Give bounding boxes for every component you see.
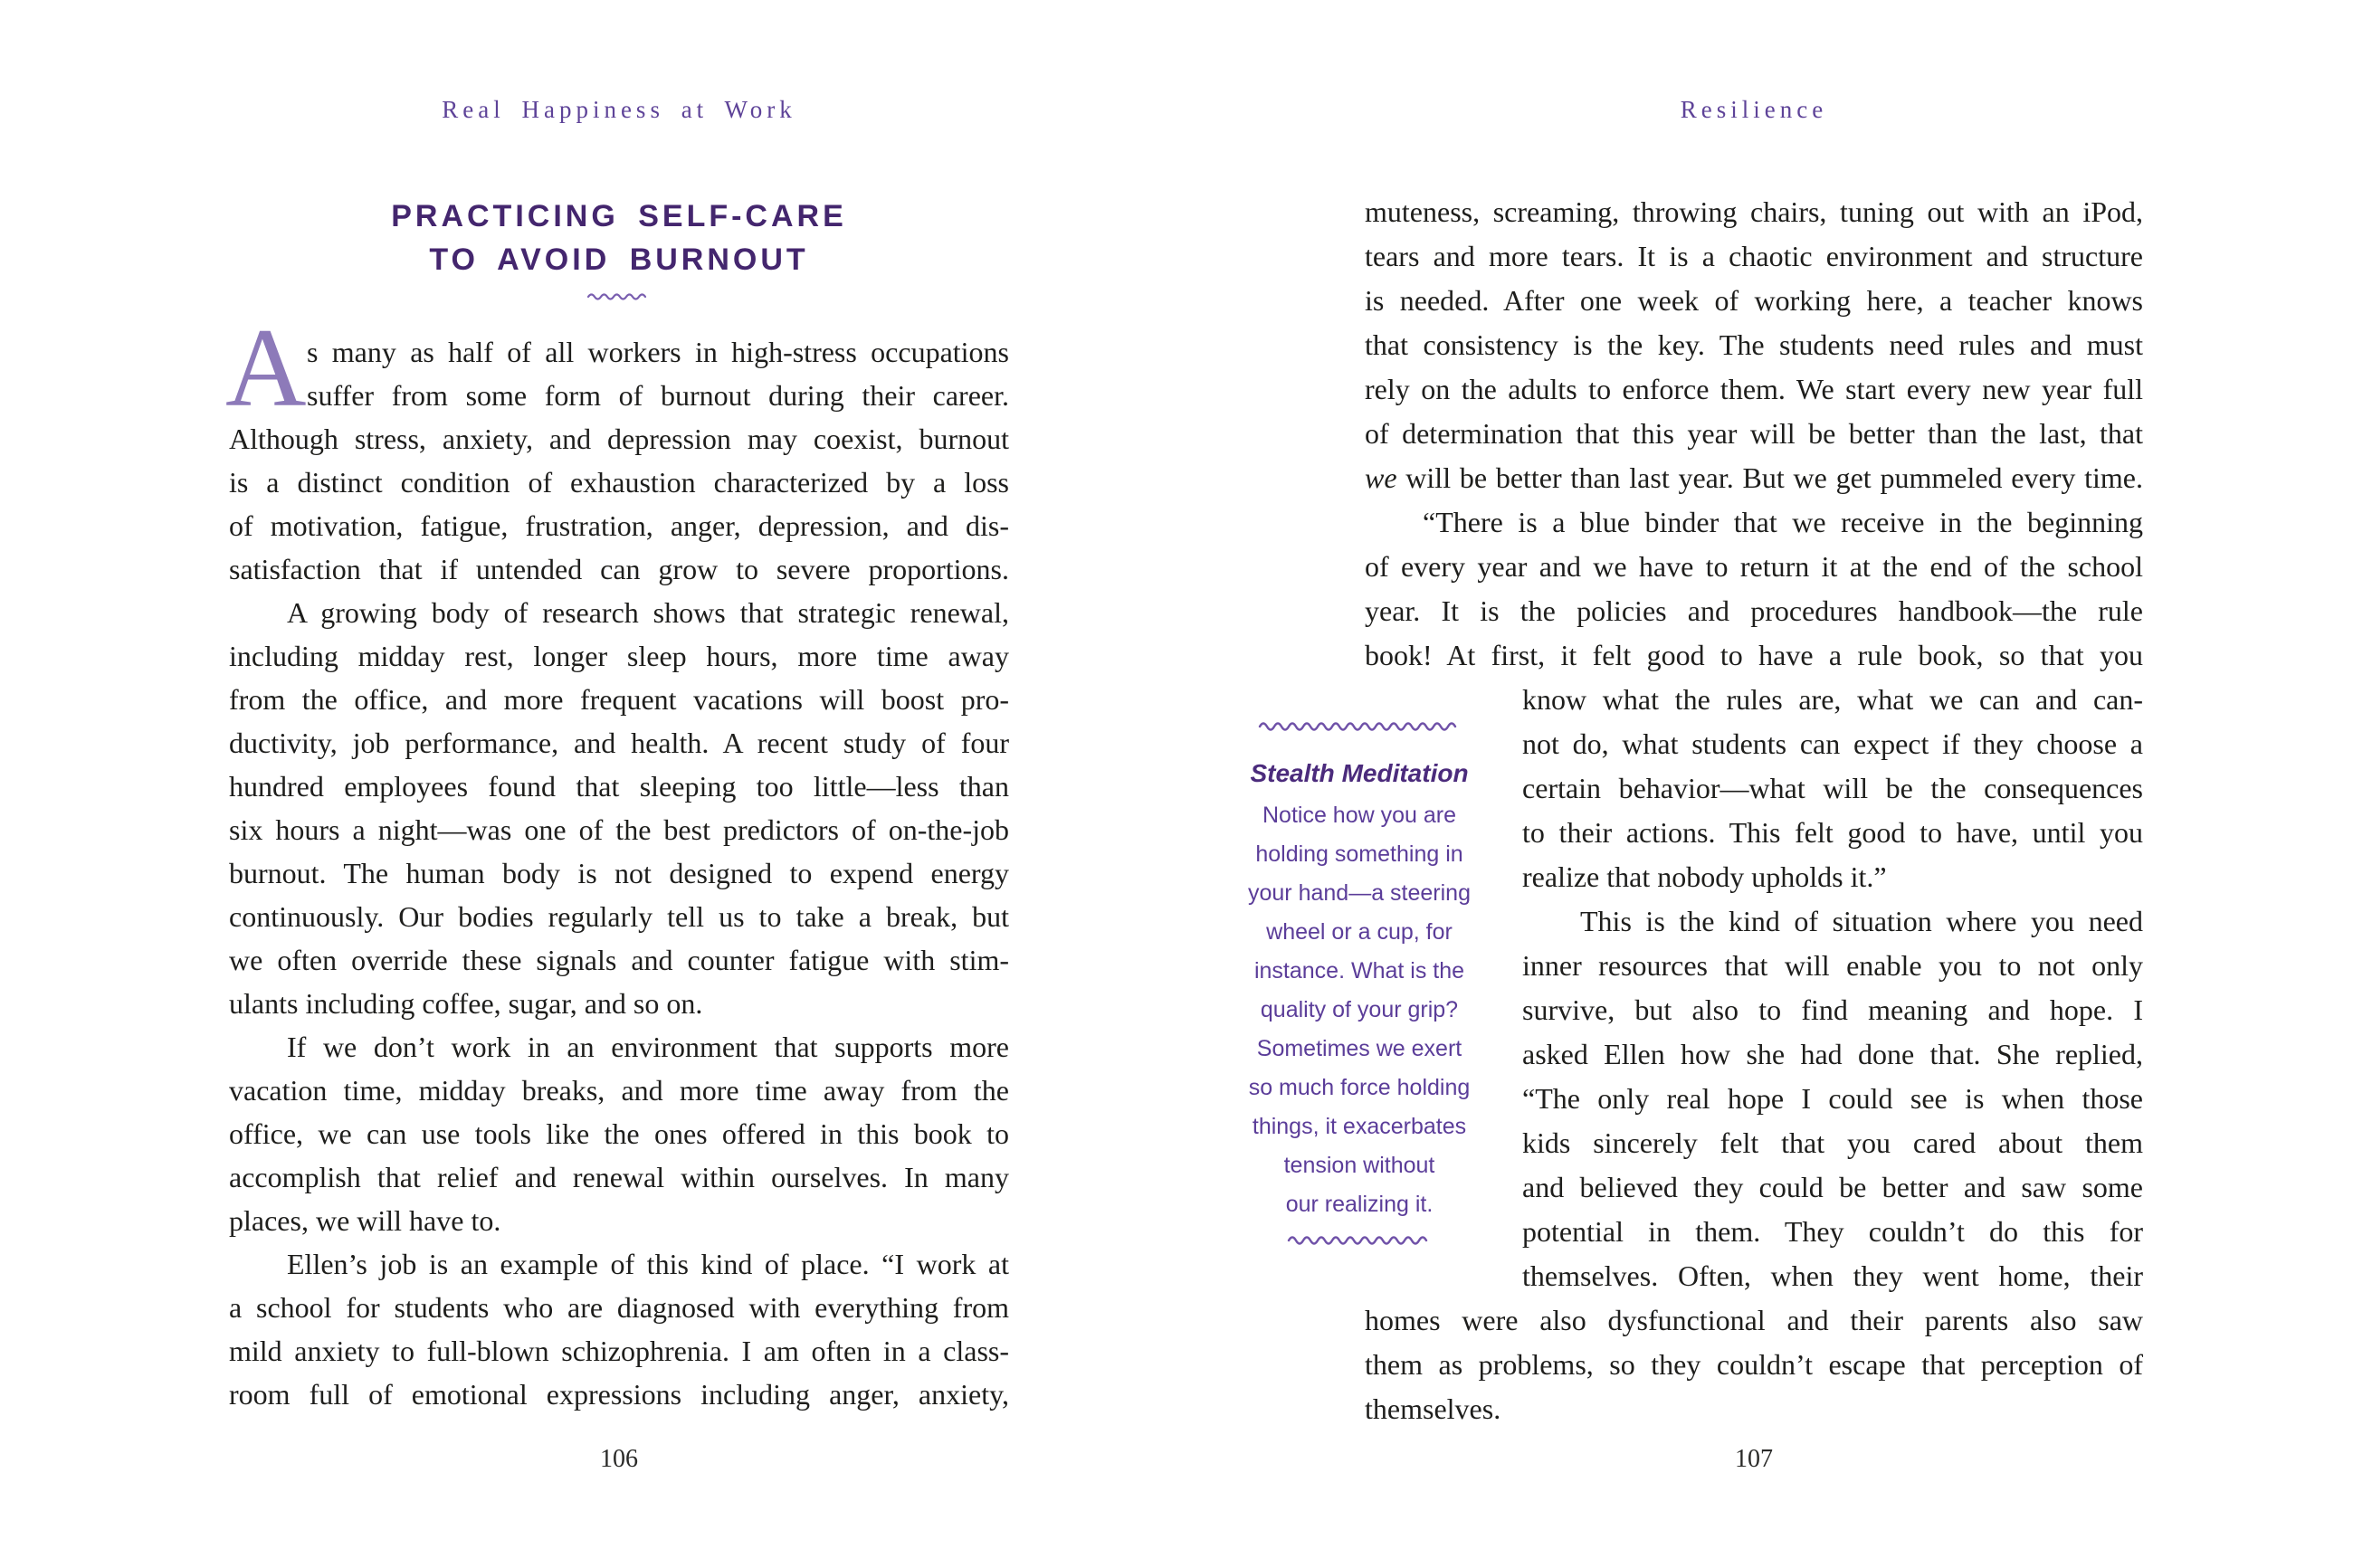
text-line: and believed they could be better and saw some [1522, 1171, 2143, 1203]
text-line: homes were also dysfunctional and their parents also saw [1365, 1304, 2143, 1336]
right-body-text [1365, 190, 2143, 1431]
chapter-title-line1: PRACTICING SELF-CARE [391, 199, 847, 233]
drop-cap: A [225, 306, 307, 430]
text-line: a school for students who are diagnosed with everything from [229, 1291, 1009, 1324]
text-line: continuously. Our bodies regularly tell us to take a break, but [229, 900, 1009, 933]
text-line: themselves. [1365, 1392, 1501, 1425]
chapter-title [229, 195, 1009, 301]
text-line: places, we will have to. [229, 1204, 501, 1237]
sidebar-text-line: instance. What is the [1253, 958, 1465, 984]
text-line: potential in them. They couldn’t do this for [1522, 1215, 2143, 1248]
left-body-text [229, 330, 1009, 1416]
text-line: we will be better than last year. But we get pummeled every time. [1365, 461, 2143, 494]
text-line: to their actions. This felt good to have, until you [1522, 816, 2143, 849]
text-line: suffer from some form of burnout during their career. [307, 379, 1009, 412]
sidebar-title: Stealth Meditation [1250, 759, 1469, 787]
text-line: If we don’t work in an environment that supports more [287, 1031, 1009, 1063]
text-line: vacation time, midday breaks, and more time away from the [229, 1074, 1009, 1107]
sidebar-text-line: quality of your grip? [1260, 997, 1459, 1022]
sidebar-squiggle-bottom-icon [1287, 1233, 1432, 1246]
text-line: ductivity, job performance, and health. A recent study of four [229, 727, 1009, 759]
text-line: survive, but also to find meaning and hope. I [1522, 993, 2143, 1026]
sidebar-text-line: Sometimes we exert [1256, 1036, 1462, 1061]
sidebar-text-line: wheel or a cup, for [1266, 919, 1453, 945]
sidebar-text-line: our realizing it. [1285, 1192, 1434, 1217]
text-line: office, we can use tools like the ones offered in this book to [229, 1117, 1009, 1150]
right-page-number: 107 [1735, 1445, 1773, 1473]
text-line: book! At first, it felt good to have a rule book, so that you [1365, 639, 2143, 671]
sidebar-text-line: so much force holding [1248, 1075, 1471, 1100]
text-line: inner resources that will enable you to not only [1522, 949, 2143, 982]
text-line: “There is a blue binder that we receive in the beginning [1423, 506, 2143, 538]
text-line: is a distinct condition of exhaustion characterized by a loss [229, 466, 1009, 499]
chapter-title-line2: TO AVOID BURNOUT [429, 242, 809, 277]
text-line: kids sincerely felt that you cared about them [1522, 1126, 2143, 1159]
text-line: from the office, and more frequent vacations will boost pro- [229, 683, 1009, 716]
text-line: room full of emotional expressions including anger, anxiety, [229, 1378, 1009, 1411]
text-line: of motivation, fatigue, frustration, anger, depression, and dis- [229, 509, 1009, 542]
text-line: asked Ellen how she had done that. She replied, [1522, 1038, 2143, 1070]
text-line: not do, what students can expect if they choose a [1522, 727, 2143, 760]
text-line: burnout. The human body is not designed to expend energy [229, 857, 1009, 889]
text-line: is needed. After one week of working here, a teacher knows [1365, 284, 2143, 317]
title-squiggle-icon [586, 290, 652, 301]
sidebar-text-line: tension without [1283, 1153, 1435, 1178]
text-line: know what the rules are, what we can and can- [1522, 683, 2143, 716]
text-line: This is the kind of situation where you need [1580, 905, 2143, 937]
text-line: realize that nobody upholds it.” [1522, 860, 1887, 893]
sidebar-text-line: your hand—a steering [1248, 880, 1471, 906]
sidebar-text-line: holding something in [1255, 841, 1463, 867]
text-line: certain behavior—what will be the consequences [1522, 772, 2143, 804]
text-line: A growing body of research shows that strategic renewal, [287, 596, 1009, 629]
text-line: tears and more tears. It is a chaotic environment and structure [1365, 240, 2143, 272]
text-line: that consistency is the key. The students need rules and must [1365, 328, 2143, 361]
text-line: “The only real hope I could see is when those [1522, 1082, 2143, 1115]
sidebar-text-line: things, it exacerbates [1252, 1114, 1467, 1139]
text-line: of determination that this year will be better than the last, that [1365, 417, 2143, 450]
text-line: six hours a night—was one of the best predictors of on-the-job [229, 813, 1009, 846]
text-line: Although stress, anxiety, and depression may coexist, burnout [229, 423, 1009, 455]
text-line: Ellen’s job is an example of this kind of place. “I work at [287, 1248, 1009, 1280]
text-line: mild anxiety to full-blown schizophrenia. I am often in a class- [229, 1335, 1009, 1367]
text-line: rely on the adults to enforce them. We start every new year full [1365, 373, 2143, 405]
text-line: accomplish that relief and renewal within ourselves. In many [229, 1161, 1009, 1193]
right-running-head: Resilience [1680, 96, 1828, 123]
sidebar-squiggle-top-icon [1258, 719, 1461, 732]
text-line: muteness, screaming, throwing chairs, tuning out with an iPod, [1365, 195, 2143, 228]
text-line: them as problems, so they couldn’t escape that perception of [1365, 1348, 2143, 1381]
text-line: hundred employees found that sleeping too little—less than [229, 770, 1009, 803]
text-line: satisfaction that if untended can grow to severe proportions. [229, 553, 1009, 585]
text-line: s many as half of all workers in high-stress occupations [307, 336, 1009, 368]
text-line: we often override these signals and counter fatigue with stim- [229, 944, 1009, 976]
text-line: of every year and we have to return it at the end of the school [1365, 550, 2143, 583]
sidebar-text-line: Notice how you are [1262, 803, 1456, 828]
stealth-meditation-sidebar [1242, 719, 1477, 1246]
text-line: including midday rest, longer sleep hours, more time away [229, 640, 1009, 672]
sidebar-text [1242, 796, 1477, 1224]
text-line: ulants including coffee, sugar, and so on. [229, 987, 703, 1020]
text-line: year. It is the policies and procedures handbook—the rule [1365, 594, 2143, 627]
left-page-number: 106 [600, 1445, 638, 1473]
left-running-head: Real Happiness at Work [442, 96, 796, 123]
text-line: themselves. Often, when they went home, their [1522, 1259, 2143, 1292]
